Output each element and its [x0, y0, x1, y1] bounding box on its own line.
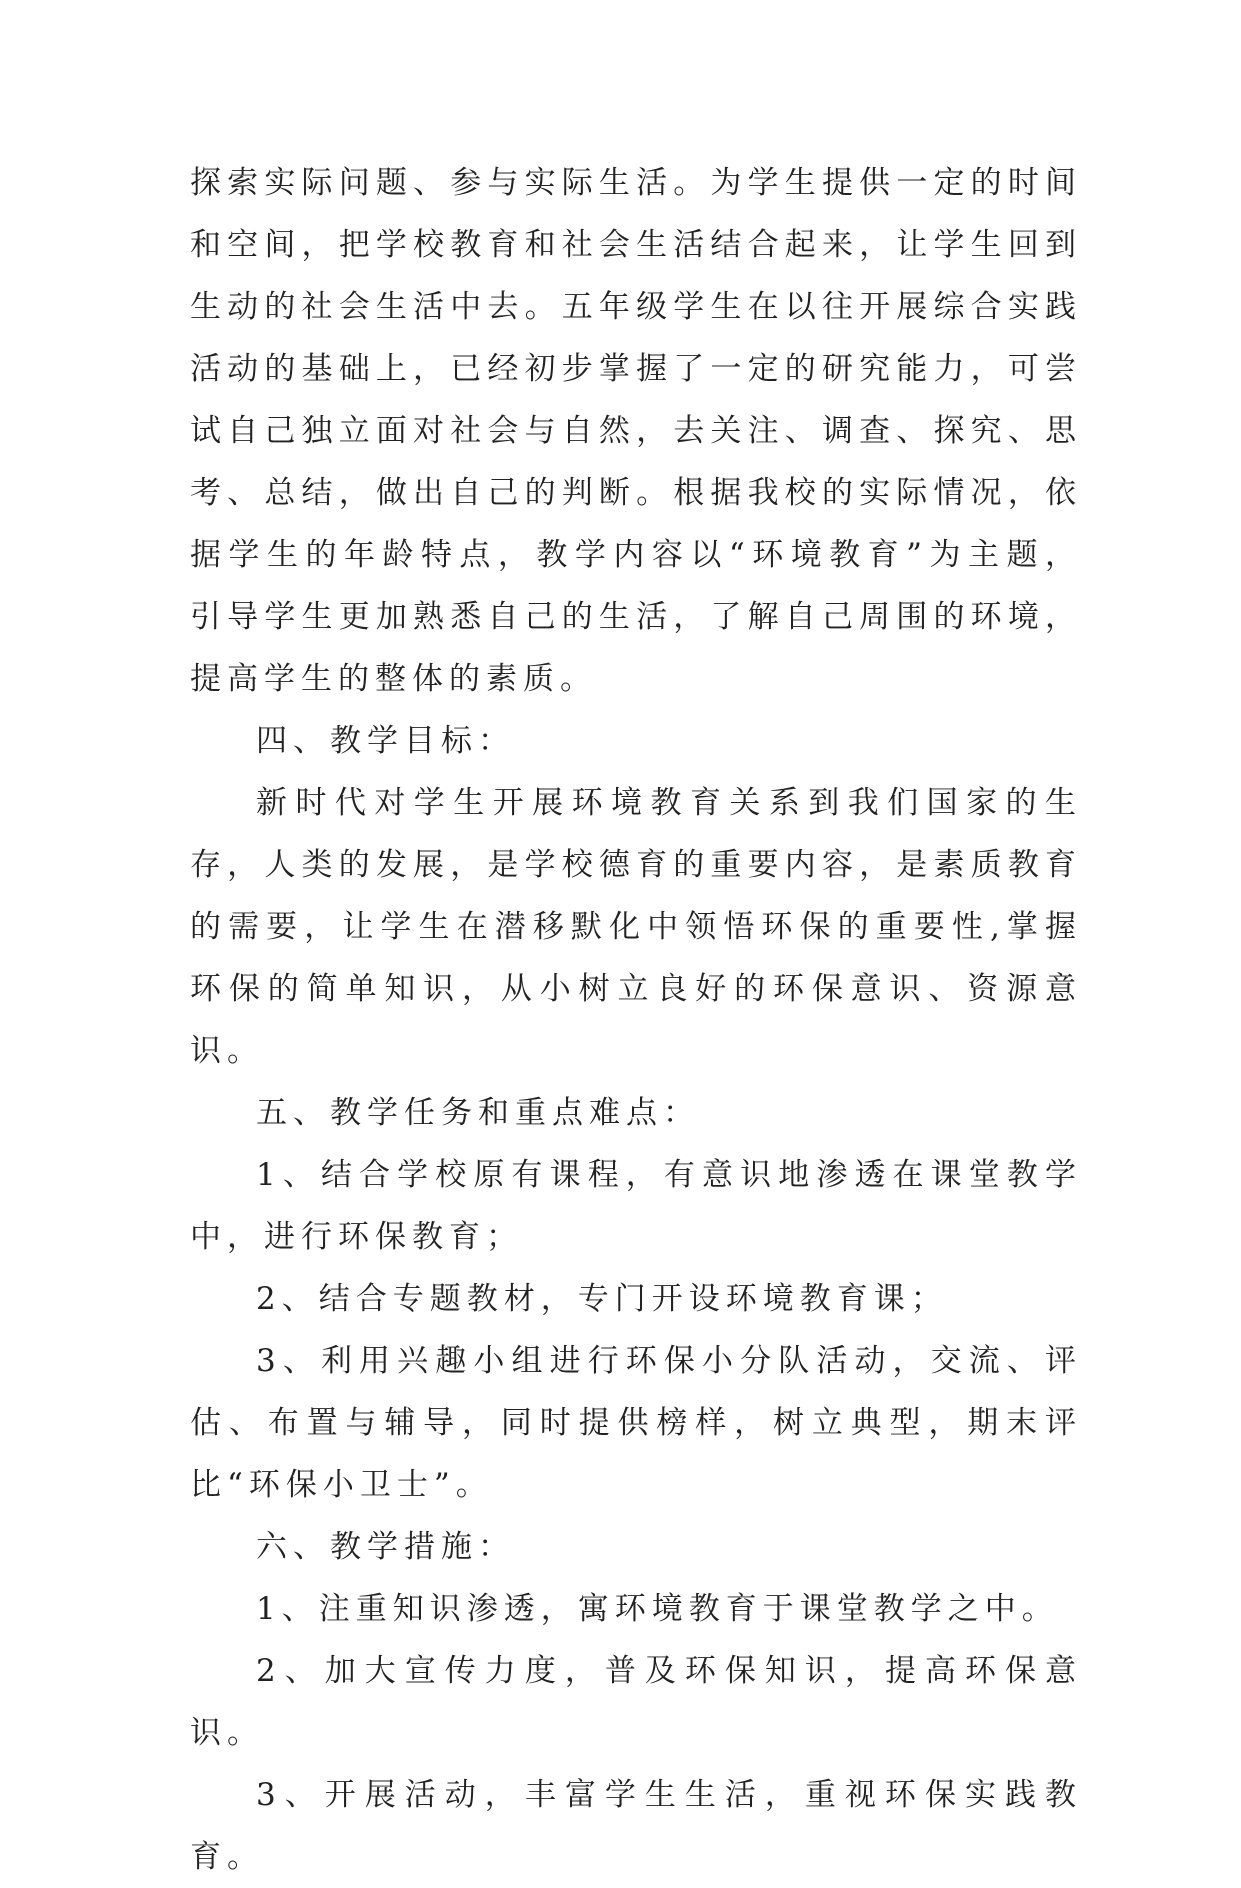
list-item-measure-3: 3、开展活动，丰富学生生活，重视环保实践教育。 — [190, 1777, 1082, 1875]
heading-teaching-measures: 六、教学措施： — [256, 1529, 515, 1565]
document-body — [190, 152, 1082, 1888]
paragraph-teaching-goals: 新时代对学生开展环境教育关系到我们国家的生存，人类的发展，是学校德育的重要内容，是素质教育的需要，让学生在潜移默化中领悟环保的重要性,掌握环保的简单知识，从小树立良好的环保意识、资源意识。 — [190, 785, 1082, 1069]
list-item-measure-2: 2、加大宣传力度，普及环保知识，提高环保意识。 — [190, 1653, 1082, 1751]
list-item-task-1: 1、结合学校原有课程，有意识地渗透在课堂教学中，进行环保教育； — [190, 1157, 1082, 1255]
paragraph-intro: 探索实际问题、参与实际生活。为学生提供一定的时间和空间，把学校教育和社会生活结合起来，让学生回到生动的社会生活中去。五年级学生在以往开展综合实践活动的基础上，已经初步掌握了一定的研究能力，可尝试自己独立面对社会与自然，去关注、调查、探究、思考、总结，做出自己的判断。根据我校的实际情况，依据学生的年龄特点，教学内容以“环境教育”为主题，引导学生更加熟悉自己的生活，了解自己周围的环境，提高学生的整体的素质。 — [190, 165, 1082, 697]
list-item-task-3: 3、利用兴趣小组进行环保小分队活动，交流、评估、布置与辅导，同时提供榜样，树立典型，期末评比“环保小卫士”。 — [190, 1343, 1082, 1503]
list-item-measure-1: 1、注重知识渗透，寓环境教育于课堂教学之中。 — [256, 1591, 1059, 1627]
heading-teaching-goals: 四、教学目标： — [256, 723, 515, 759]
list-item-task-2: 2、结合专题教材，专门开设环境教育课； — [256, 1281, 948, 1317]
heading-tasks-key-points: 五、教学任务和重点难点： — [256, 1095, 700, 1131]
